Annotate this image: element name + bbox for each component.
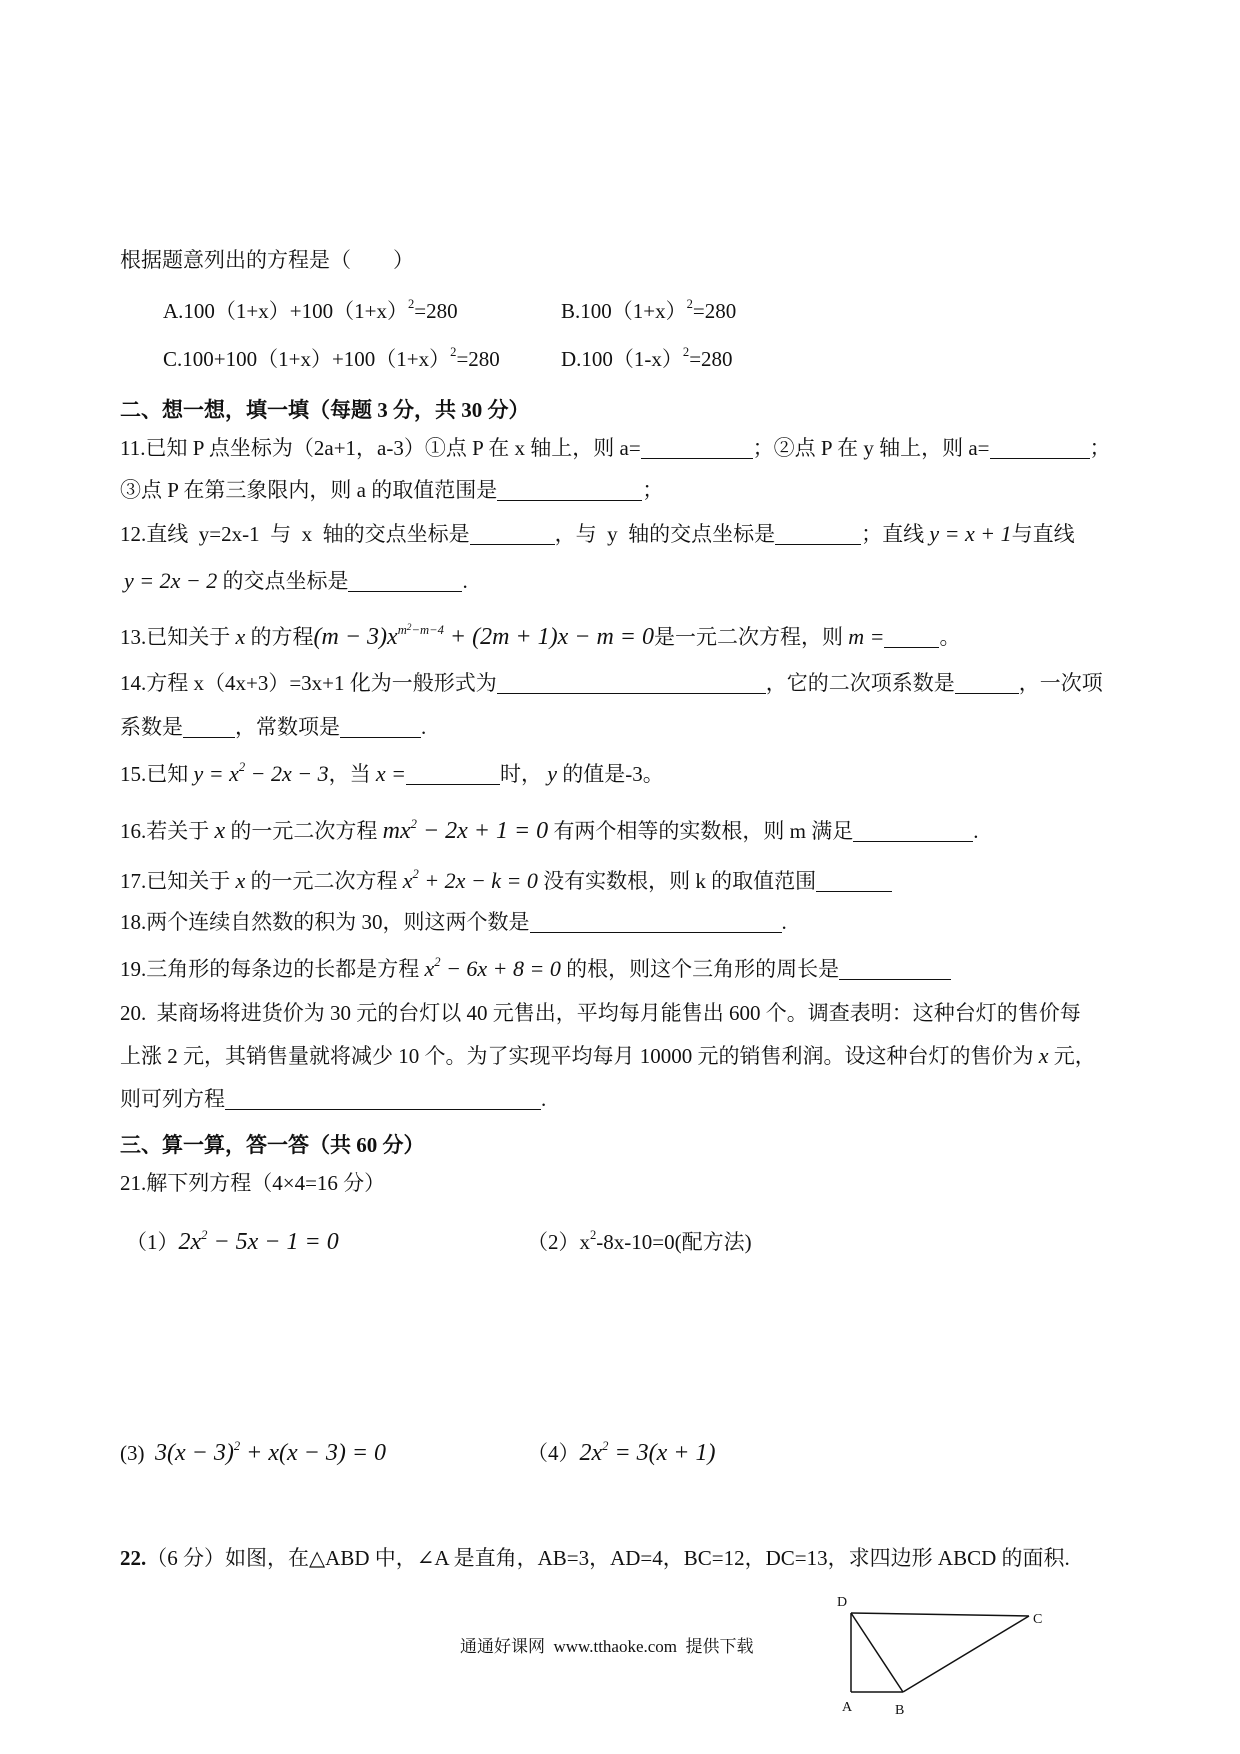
answer-blank — [406, 762, 500, 785]
answer-blank — [225, 1087, 541, 1110]
exponent: 2 — [412, 866, 419, 881]
exponent: 2 — [233, 1438, 241, 1453]
question-text: 上涨 2 元，其销售量就将减少 10 个。为了实现平均每月 10000 元的销售利润。设这种台灯的售价为 — [120, 1044, 1039, 1068]
answer-blank — [340, 715, 421, 738]
math-expression: = 3(x + 1) — [608, 1440, 716, 1466]
exponent: 2 — [434, 954, 441, 969]
question-text: . — [781, 910, 787, 934]
answer-blank — [839, 957, 951, 980]
question-text: 时， — [500, 762, 548, 786]
question-21-stem: 21.解下列方程（4×4=16 分） — [120, 1171, 386, 1195]
exponent: 2 — [682, 344, 690, 359]
question-text: 则可列方程 — [120, 1087, 225, 1111]
exponent-part: m — [397, 622, 407, 637]
question-text: . — [421, 715, 427, 739]
answer-blank — [497, 671, 766, 694]
exponent-power: 2 — [406, 622, 412, 633]
question-text: . — [541, 1087, 547, 1111]
answer-blank — [816, 869, 892, 892]
question-text: ；直线 — [861, 522, 930, 546]
option-text: B.100（1+x） — [561, 299, 687, 323]
question-text: 的值是-3。 — [557, 762, 664, 786]
answer-blank — [990, 436, 1090, 459]
exponent: 2 — [201, 1227, 208, 1242]
math-variable: x — [235, 868, 246, 893]
question-text: ，常数项是 — [235, 715, 340, 739]
question-14-line-2 — [120, 713, 426, 741]
math-expression: x — [579, 1230, 590, 1254]
math-expression: x — [402, 868, 413, 893]
answer-blank — [470, 522, 555, 545]
answer-blank — [775, 522, 861, 545]
question-text: 。 — [939, 625, 961, 649]
question-text: ，与 y 轴的交点坐标是 — [554, 522, 776, 546]
question-text: 元， — [1048, 1044, 1096, 1068]
question-text: 13.已知关于 — [120, 625, 236, 649]
question-15 — [120, 760, 664, 788]
question-text: 18.两个连续自然数的积为 30，则这两个数是 — [120, 910, 530, 934]
footer-watermark: 通通好课网 www.tthaoke.com 提供下载 — [460, 1637, 754, 1656]
equation-1 — [126, 1228, 339, 1256]
answer-blank — [955, 671, 1019, 694]
option-text: D.100（1-x） — [561, 347, 683, 371]
question-text: 15.已知 — [120, 762, 194, 786]
math-expression: m = — [848, 624, 885, 649]
question-18 — [120, 908, 787, 936]
math-expression: y = x + 1 — [929, 521, 1012, 546]
exponent: 2 — [450, 344, 457, 359]
math-expression: − 5x − 1 = 0 — [207, 1229, 339, 1255]
math-expression: − 2x − 3 — [245, 761, 329, 786]
question-text: 的方程 — [245, 625, 314, 649]
question-12-line-2 — [124, 567, 468, 595]
equation-label: (3) — [120, 1441, 155, 1465]
exponent-part: −m−4 — [411, 622, 444, 637]
question-12-line-1 — [120, 520, 1075, 548]
diagonal-db — [851, 1613, 903, 1692]
question-text: ，一次项 — [1018, 671, 1103, 695]
exponent: 2 — [602, 1438, 609, 1453]
exponent: 2 — [238, 759, 246, 774]
answer-blank — [348, 569, 462, 592]
question-text: 11.已知 P 点坐标为（2a+1，a-3）①点 P 在 x 轴上，则 a= — [120, 436, 641, 460]
vertex-label-a: A — [842, 1700, 853, 1715]
equation-2 — [527, 1228, 752, 1256]
quadrilateral-figure — [830, 1590, 1060, 1725]
section-2-heading: 二、想一想，填一填（每题 3 分，共 30 分） — [120, 398, 530, 422]
answer-blank — [641, 436, 753, 459]
exponent: 2 — [590, 1227, 597, 1242]
exponent — [398, 623, 444, 637]
equation-label: （1） — [126, 1230, 179, 1254]
option-c — [163, 345, 500, 373]
answer-blank — [497, 478, 642, 501]
question-text: 是一元二次方程，则 — [654, 625, 849, 649]
question-text: 有两个相等的实数根，则 m 满足 — [548, 819, 854, 843]
option-d — [561, 345, 733, 373]
question-text: ； — [1089, 436, 1111, 460]
question-text: 17.已知关于 — [120, 869, 236, 893]
math-variable: x — [1038, 1043, 1049, 1068]
equation-label: （4） — [527, 1441, 580, 1465]
question-20-line-1: 20. 某商场将进货价为 30 元的台灯以 40 元售出，平均每月能售出 600 个。调查表明：这种台灯的售价每 — [120, 1001, 1081, 1025]
question-text: （6 分）如图，在△ABD 中，∠A 是直角，AB=3，AD=4，BC=12，DC=13，求四边形 ABCD 的面积. — [146, 1546, 1070, 1570]
option-b — [561, 297, 736, 325]
vertex-label-c: C — [1033, 1612, 1043, 1627]
math-expression: (m − 3)x — [313, 624, 398, 650]
question-text: ，当 — [328, 762, 376, 786]
question-10-stem: 根据题意列出的方程是（ ） — [120, 248, 414, 272]
question-17 — [120, 867, 892, 895]
option-text: A.100（1+x）+100（1+x） — [163, 299, 408, 323]
question-number: 22. — [120, 1546, 147, 1570]
math-expression: x — [424, 956, 435, 981]
vertex-label-d: D — [837, 1595, 848, 1610]
equation-4 — [527, 1439, 715, 1467]
math-expression: 3(x − 3) — [155, 1440, 234, 1466]
question-text: 的交点坐标是 — [217, 569, 349, 593]
math-expression: 2x — [579, 1440, 603, 1466]
option-text: =280 — [414, 299, 458, 323]
math-expression: − 6x + 8 = 0 — [440, 956, 561, 981]
question-text: 的一元二次方程 — [225, 819, 383, 843]
question-text: 16.若关于 — [120, 819, 215, 843]
question-text: ； — [642, 478, 664, 502]
math-variable: x — [235, 624, 246, 649]
answer-blank — [530, 910, 782, 933]
question-20-line-3 — [120, 1085, 546, 1113]
question-text: 没有实数根，则 k 的取值范围 — [537, 869, 817, 893]
answer-blank — [884, 625, 939, 648]
math-variable: y — [547, 761, 558, 786]
exponent: 2 — [407, 296, 415, 311]
math-expression: − 2x + 1 = 0 — [416, 818, 549, 844]
answer-blank — [853, 819, 973, 842]
question-19 — [120, 955, 951, 983]
question-text: 19.三角形的每条边的长都是方程 — [120, 957, 425, 981]
question-13 — [120, 623, 960, 651]
question-text: ；②点 P 在 y 轴上，则 a= — [752, 436, 990, 460]
math-expression: x = — [375, 761, 407, 786]
question-text: 14.方程 x（4x+3）=3x+1 化为一般形式为 — [120, 671, 497, 695]
question-text: 系数是 — [120, 715, 183, 739]
question-20-line-2 — [120, 1042, 1096, 1070]
exponent: 2 — [686, 296, 693, 311]
exponent: 2 — [410, 816, 417, 831]
option-text: =280 — [692, 299, 737, 323]
side-bc — [903, 1616, 1029, 1692]
question-text: ，它的二次项系数是 — [765, 671, 955, 695]
question-11-line-2 — [120, 476, 663, 504]
option-text: C.100+100（1+x）+100（1+x） — [163, 347, 451, 371]
question-16 — [120, 817, 979, 845]
math-expression: + 2x − k = 0 — [418, 868, 538, 893]
question-text: . — [973, 819, 979, 843]
side-dc — [851, 1613, 1029, 1616]
math-expression: 2x — [178, 1229, 202, 1255]
math-expression: y = 2x − 2 — [124, 568, 218, 593]
math-expression: -8x-10=0(配方法) — [596, 1230, 752, 1254]
math-expression: mx — [382, 818, 411, 844]
equation-3 — [120, 1439, 386, 1467]
question-text: 12.直线 y=2x-1 与 x 轴的交点坐标是 — [120, 522, 470, 546]
math-expression: y = x — [193, 761, 239, 786]
option-a — [163, 297, 458, 325]
option-text: =280 — [689, 347, 733, 371]
question-14-line-1 — [120, 669, 1103, 697]
answer-blank — [183, 715, 235, 738]
question-text: 与直线 — [1011, 522, 1075, 546]
vertex-label-b: B — [895, 1703, 905, 1718]
section-3-heading: 三、算一算，答一答（共 60 分） — [120, 1133, 425, 1157]
math-expression: + x(x − 3) = 0 — [240, 1440, 387, 1466]
question-text: ③点 P 在第三象限内，则 a 的取值范围是 — [120, 478, 498, 502]
question-text: 的根，则这个三角形的周长是 — [560, 957, 840, 981]
math-expression: + (2m + 1)x − m = 0 — [443, 624, 654, 650]
math-variable: x — [214, 818, 226, 844]
question-text: 的一元二次方程 — [245, 869, 403, 893]
question-11-line-1 — [120, 434, 1111, 462]
question-text: . — [462, 569, 468, 593]
equation-label: （2） — [527, 1230, 580, 1254]
question-22 — [120, 1544, 1070, 1572]
option-text: =280 — [456, 347, 500, 371]
